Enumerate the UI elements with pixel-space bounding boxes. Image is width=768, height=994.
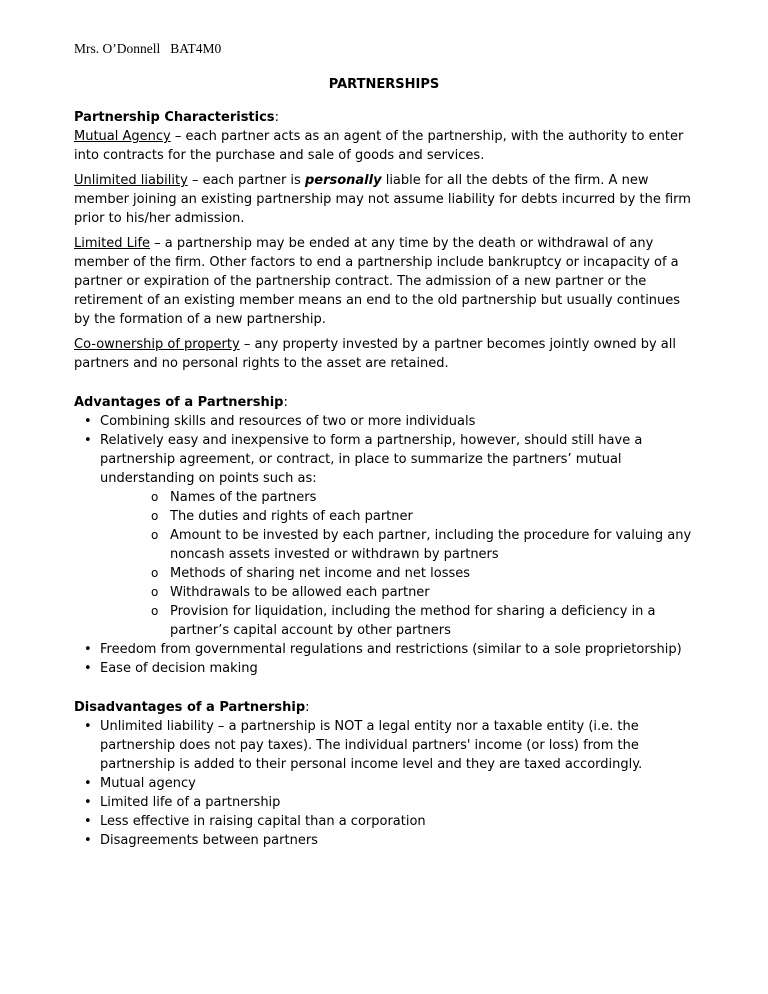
advantages-section: Advantages of a Partnership: • Combining skills and resources of two or more individuals • Relatively easy and inexpensive to form a partnership, however, should still have a partnership agreement, or contract, in place to summarize the partners’ mutual understanding on points such as: o Names of the partners o The duties and rights of each partner o Amount to be invested by each partner, including the procedure for valuing any noncash assets invested or withdrawn by partners o Methods of sharing net income and net losses o Withdrawals to be allowed each partner o Provision for liquidation, including the method for sharing a deficiency in a partner’s capital account by other partners • Freedom from governmental regulations and restrictions (similar to a sole proprietorship) • Ease of decision making: [74, 393, 698, 678]
page-header: [74, 41, 221, 57]
list-item: • Ease of decision making: [74, 659, 698, 678]
document-title: PARTNERSHIPS: [328, 77, 440, 92]
characteristics-section: Partnership Characteristics: Mutual Agency – each partner acts as an agent of the partnership, with the authority to enter into contracts for the purchase and sale of goods and services. Unlimited liability – each partner is personally liable for all the debts of the firm. A new member joining an existing partnership may not assume liability for debts incurred by the firm prior to his/her admission. Limited Life – a partnership may be ended at any time by the death or withdrawal of any member of the firm. Other factors to end a partnership include bankruptcy or incapacity of a partner or expiration of the partnership contract. The admission of a new partner or the retirement of an existing member means an end to the old partnership but usually continues by the formation of a new partnership. Co-ownership of property – any property invested by a partner becomes jointly owned by all partners and no personal rights to the asset are retained.: [74, 108, 698, 373]
list-item: • Mutual agency: [74, 774, 698, 793]
characteristic-unlimited-liability: Unlimited liability – each partner is personally liable for all the debts of the firm. A new member joining an existing partnership may not assume liability for debts incurred by the firm prior to his/her admission.: [74, 173, 691, 226]
sub-list-item: o Names of the partners: [100, 488, 698, 507]
characteristic-limited-life: Limited Life – a partnership may be ended at any time by the death or withdrawal of any member of the firm. Other factors to end a partnership include bankruptcy or incapacity of a partner or expiration of the partnership contract. The admission of a new partner or the retirement of an existing member means an end to the old partnership but usually continues by the formation of a new partnership.: [74, 236, 681, 327]
emphasis-personally: personally: [304, 173, 382, 188]
list-item: • Disagreements between partners: [74, 831, 698, 850]
sub-list-item: o Withdrawals to be allowed each partner: [100, 583, 698, 602]
characteristic-co-ownership: Co-ownership of property – any property invested by a partner becomes jointly owned by all partners and no personal rights to the asset are retained.: [74, 337, 676, 371]
list-item: • Less effective in raising capital than a corporation: [74, 812, 698, 831]
sub-list-item: o The duties and rights of each partner: [100, 507, 698, 526]
characteristics-heading: Partnership Characteristics: [74, 110, 275, 125]
agreement-points-list: [100, 488, 698, 640]
list-item: • Freedom from governmental regulations and restrictions (similar to a sole proprietorship): [74, 640, 698, 659]
advantages-list: [74, 412, 698, 678]
term-mutual-agency: Mutual Agency: [74, 129, 171, 144]
teacher-name: Mrs. O’Donnell: [74, 41, 161, 56]
sub-list-item: o Provision for liquidation, including the method for sharing a deficiency in a partner’s capital account by other partners: [100, 602, 698, 640]
sub-list-item: o Methods of sharing net income and net losses: [100, 564, 698, 583]
term-unlimited-liability: Unlimited liability: [74, 173, 188, 188]
characteristic-mutual-agency: Mutual Agency – each partner acts as an agent of the partnership, with the authority to enter into contracts for the purchase and sale of goods and services.: [74, 129, 684, 163]
disadvantages-heading: Disadvantages of a Partnership: [74, 700, 306, 715]
sub-list-item: o Amount to be invested by each partner, including the procedure for valuing any noncash assets invested or withdrawn by partners: [100, 526, 698, 564]
document-body: [74, 108, 698, 850]
disadvantages-section: Disadvantages of a Partnership: • Unlimited liability – a partnership is NOT a legal entity nor a taxable entity (i.e. the partnership does not pay taxes). The individual partners' income (or loss) from the partnership is added to their personal income level and they are taxed accordingly. • Mutual agency • Limited life of a partnership • Less effective in raising capital than a corporation • Disagreements between partners: [74, 698, 698, 850]
list-item: • Relatively easy and inexpensive to form a partnership, however, should still have a partnership agreement, or contract, in place to summarize the partners’ mutual understanding on points such as: o Names of the partners o The duties and rights of each partner o Amount to be invested by each partner, including the procedure for valuing any noncash assets invested or withdrawn by partners o Methods of sharing net income and net losses o Withdrawals to be allowed each partner o Provision for liquidation, including the method for sharing a deficiency in a partner’s capital account by other partners: [74, 431, 698, 640]
advantages-heading: Advantages of a Partnership: [74, 395, 284, 410]
course-code: BAT4M0: [170, 41, 222, 56]
list-item: • Limited life of a partnership: [74, 793, 698, 812]
list-item: • Unlimited liability – a partnership is NOT a legal entity nor a taxable entity (i.e. the partnership does not pay taxes). The individual partners' income (or loss) from the partnership is added to their personal income level and they are taxed accordingly.: [74, 717, 698, 774]
term-limited-life: Limited Life: [74, 236, 151, 251]
term-co-ownership: Co-ownership of property: [74, 337, 240, 352]
disadvantages-list: [74, 717, 698, 850]
list-item: • Combining skills and resources of two or more individuals: [74, 412, 698, 431]
